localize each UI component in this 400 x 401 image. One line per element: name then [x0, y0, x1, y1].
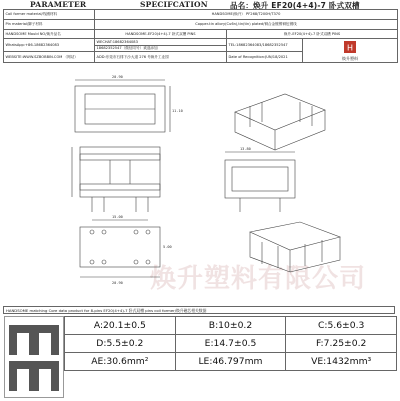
dim-bottom-width: 15.00 [112, 215, 123, 219]
wechat-note: 18682352547（微信同号）欢迎添加 [96, 46, 158, 51]
logo-cell [303, 39, 398, 62]
side-view [225, 152, 295, 212]
param-d: D:5.5±0.2 [65, 335, 176, 353]
dim-bottom-width2: 20.90 [112, 281, 123, 285]
pin-material-label: Pin material/脚子材料 [4, 19, 95, 29]
logo-text: 焕升塑料 [342, 55, 358, 61]
mould-no-label: HANDSOME Mould NO/焕升品名 [4, 29, 95, 39]
spec-table [3, 9, 398, 63]
param-c: C:5.6±0.3 [286, 317, 397, 335]
coil-material-value: HANDSOME(焕升） PF268/T200H/T370 [95, 10, 398, 20]
param-le: LE:46.797mm [175, 353, 286, 371]
recognition-cell: Date of Recognition:JUN/18/2021 [227, 52, 303, 62]
top-view [75, 80, 170, 132]
coil-material-label: Coil former material/线圈材料 [4, 10, 95, 20]
front-view [72, 147, 160, 212]
bottom-view [80, 220, 160, 277]
whatsapp-cell: WhatsApp:+86-18682364083 [4, 39, 95, 52]
product-name: 品名：焕升 EF20(4+4)-7 卧式双槽 [230, 1, 360, 10]
svg-text:H: H [346, 43, 354, 53]
watermark: 焕升塑料有限公司 [150, 264, 367, 294]
mould-no-value: HANDSOME-EF20(4+4)-7 卧式双槽 PINS [95, 29, 227, 39]
footer-title: HANDSOME matching Core data product for 8-pins EF20(4+4)-7 卧式双槽 pins coil former/焕升磁芯相关数据 [3, 306, 395, 314]
tel-cell: TEL:18682364083/18682352547 [227, 39, 303, 52]
pin-material-value: Copper-tin allory(Cu6n),tin(tin) plated/铜合金镀锡铜包钢线 [95, 19, 398, 29]
param-f: F:7.25±0.2 [286, 335, 397, 353]
wechat-id: WECHAT:18682364083 [95, 40, 226, 46]
dim-top-height: 11.10 [172, 109, 183, 113]
dim-front-height: 13.80 [240, 147, 251, 151]
specification-heading: SPECIFCATION [140, 0, 208, 9]
wechat-cell [95, 39, 227, 52]
ferrite-core-icon [5, 317, 63, 397]
dim-pin-gap: 5.00 [163, 245, 172, 249]
technical-drawing [0, 72, 400, 302]
param-e: E:14.7±0.5 [175, 335, 286, 353]
address-cell: ADD:东莞市石排下沙大道 276 号焕升工业园 [95, 52, 227, 62]
isometric-view-bottom [250, 222, 340, 272]
param-b: B:10±0.2 [175, 317, 286, 335]
dim-top-width: 20.90 [112, 75, 123, 79]
website-cell: WEBSITE:WWW.SZBOBBIN.COM （网站） [4, 52, 95, 62]
param-ve: VE:1432mm³ [286, 353, 397, 371]
isometric-view-top [235, 94, 325, 150]
param-a: A:20.1±0.5 [65, 317, 176, 335]
param-ae: AE:30.6mm² [65, 353, 176, 371]
parameter-heading: PARAMETER [30, 0, 87, 9]
core-image [4, 316, 64, 398]
mould-no-value-cn: 焕升-EF20(4+4)-7 卧式双槽 PINS [227, 29, 398, 39]
core-params-table [64, 316, 397, 371]
